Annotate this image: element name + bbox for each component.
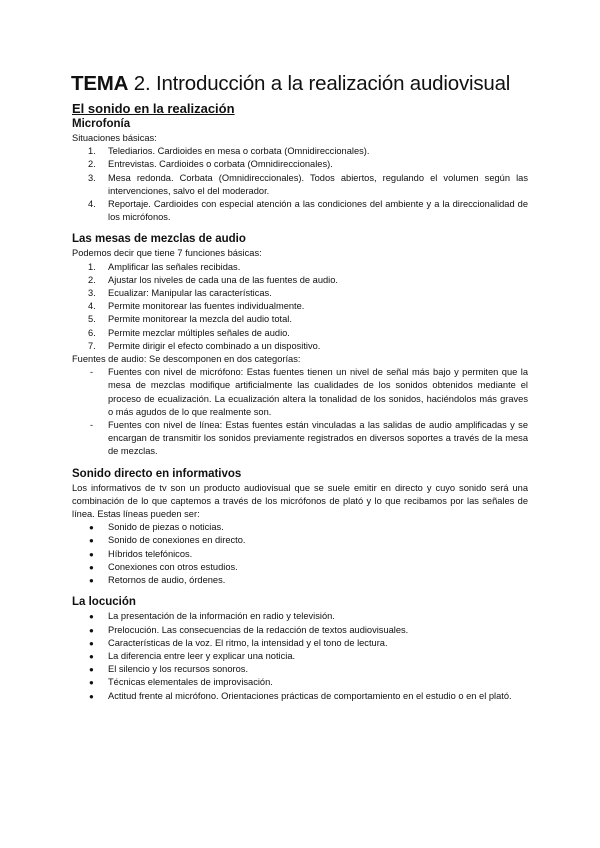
list-item: 7. Permite dirigir el efecto combinado a un dispositivo.	[88, 340, 321, 351]
mesas-heading: Las mesas de mezclas de audio	[72, 233, 246, 246]
title-text: 2. Introducción a la realización audiovisual	[128, 72, 511, 95]
fuentes-list	[72, 366, 528, 458]
list-item: ● Características de la voz. El ritmo, la intensidad y el tono de lectura.	[89, 637, 388, 648]
list-item: - Fuentes con nivel de micrófono: Estas fuentes tienen un nivel de señal más bajo y permiten que la mesa de mezclas modifique artificialmente las cualidades de los sonidos obtenidos mediante el proceso de ecualización. La ecualización altera la tonalidad de los sonidos, haciéndolos más graves o más agudos de lo que realmente son.	[90, 367, 528, 417]
microfonia-list	[72, 145, 528, 224]
list-item: ● Prelocución. Las consecuencias de la redacción de textos audiovisuales.	[89, 624, 409, 635]
list-item: ● La diferencia entre leer y explicar una noticia.	[89, 650, 296, 661]
list-item: 2. Ajustar los niveles de cada una de las fuentes de audio.	[88, 274, 338, 285]
title-topic: TEMA	[71, 72, 129, 95]
document-page	[72, 72, 528, 703]
page-title	[71, 72, 528, 96]
list-item: 1. Telediarios. Cardioides en mesa o corbata (Omnidireccionales).	[88, 146, 370, 157]
list-item: ● Retornos de audio, órdenes.	[89, 575, 226, 586]
list-item: 2. Entrevistas. Cardioides o corbata (Omnidireccionales).	[88, 159, 333, 170]
list-item: - Fuentes con nivel de línea: Estas fuentes están vinculadas a las salidas de audio amplificadas y se encargan de transmitir los sonidos previamente registrados en diversos soportes a través de la mesa de mezclas.	[90, 420, 528, 457]
list-item: 6. Permite mezclar múltiples señales de audio.	[88, 327, 290, 338]
microfonia-heading: Microfonía	[72, 118, 131, 130]
list-item: 5. Permite monitorear la mezcla del audio total.	[88, 314, 292, 325]
list-item: ● Sonido de conexiones en directo.	[89, 535, 246, 546]
list-item: ● Técnicas elementales de improvisación.	[89, 677, 273, 688]
list-item: 4. Permite monitorear las fuentes individualmente.	[88, 301, 305, 312]
microfonia-intro: Situaciones básicas:	[72, 133, 157, 143]
list-item: ● Sonido de piezas o noticias.	[89, 522, 224, 533]
mesas-list	[72, 261, 528, 353]
locucion-list	[72, 610, 528, 702]
list-item: ● Actitud frente al micrófono. Orientaciones prácticas de comportamiento en el estudio o en el plató.	[89, 690, 512, 701]
list-item: 4. Reportaje. Cardioides con especial atención a las condiciones del ambiente y a la direccionalidad de los micrófonos.	[88, 199, 528, 223]
list-item: ● La presentación de la información en radio y televisión.	[89, 611, 335, 622]
directo-heading: Sonido directo en informativos	[72, 467, 242, 480]
list-item: 3. Ecualizar: Manipular las características.	[88, 288, 272, 299]
list-item: 1. Amplificar las señales recibidas.	[88, 261, 241, 272]
directo-intro: Los informativos de tv son un producto audiovisual que se suele emitir en directo y cuyo sonido será una combinación de lo que captemos a través de los micrófonos de plató y lo que recibamos por las señales de línea. Estas líneas pueden ser:	[72, 482, 528, 520]
list-item: ● Híbridos telefónicos.	[89, 548, 193, 559]
list-item: 3. Mesa redonda. Corbata (Omnidireccionales). Todos abiertos, regulando el volumen según las intervenciones, salvo el del moderador.	[88, 172, 528, 196]
mesas-intro: Podemos decir que tiene 7 funciones básicas:	[72, 248, 262, 259]
locucion-heading: La locución	[72, 596, 136, 609]
section-heading: El sonido en la realización	[72, 101, 235, 116]
directo-list	[72, 521, 528, 587]
fuentes-intro: Fuentes de audio: Se descomponen en dos categorías:	[72, 354, 301, 365]
list-item: ● El silencio y los recursos sonoros.	[89, 664, 249, 675]
list-item: ● Conexiones con otros estudios.	[89, 561, 238, 572]
